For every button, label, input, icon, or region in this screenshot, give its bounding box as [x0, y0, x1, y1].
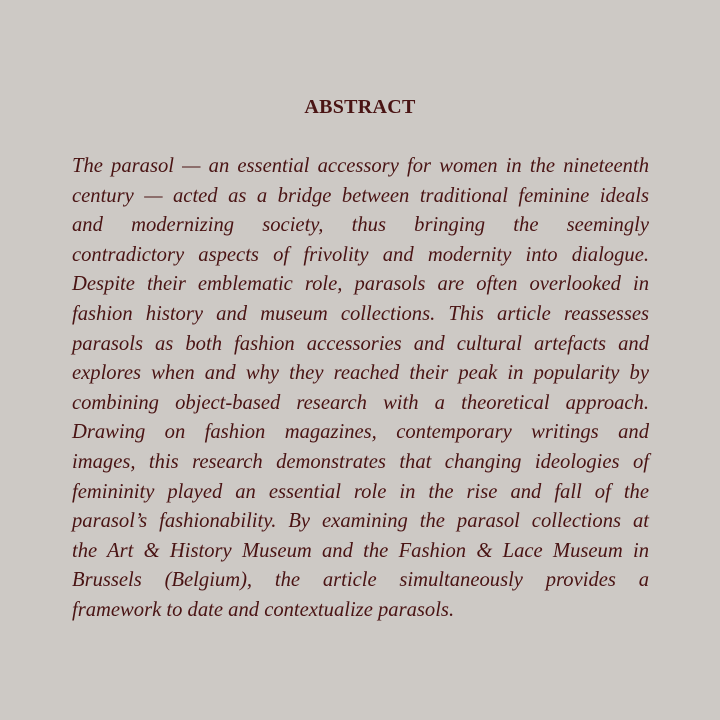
abstract-line: contradictory aspects of frivolity and modernity into dialogue. — [72, 243, 649, 266]
abstract-line: femininity played an essential role in the rise and fall of the — [72, 480, 649, 503]
abstract-text — [72, 152, 649, 626]
abstract-line: century — acted as a bridge between traditional feminine ideals — [72, 184, 649, 207]
abstract-line: combining object-based research with a theoretical approach. — [72, 391, 649, 414]
abstract-line: The parasol — an essential accessory for women in the nineteenth — [72, 155, 649, 177]
abstract-line: images, this research demonstrates that changing ideologies of — [72, 450, 649, 473]
abstract-line: parasol’s fashionability. By examining the parasol collections at — [72, 510, 649, 533]
abstract-line: Brussels (Belgium), the article simultaneously provides a — [72, 569, 649, 592]
abstract-line: and modernizing society, thus bringing the seemingly — [72, 214, 649, 237]
abstract-line: Despite their emblematic role, parasols are often overlooked in — [72, 273, 649, 296]
abstract-line: explores when and why they reached their peak in popularity by — [72, 362, 649, 385]
abstract-line: the Art & History Museum and the Fashion & Lace Museum in — [72, 539, 649, 562]
abstract-line: Drawing on fashion magazines, contemporary writings and — [72, 421, 649, 444]
abstract-line: parasols as both fashion accessories and cultural artefacts and — [72, 332, 649, 355]
abstract-line: fashion history and museum collections. This article reassesses — [72, 302, 649, 325]
abstract-heading: ABSTRACT — [304, 96, 416, 118]
abstract-line: framework to date and contextualize parasols. — [72, 598, 455, 621]
